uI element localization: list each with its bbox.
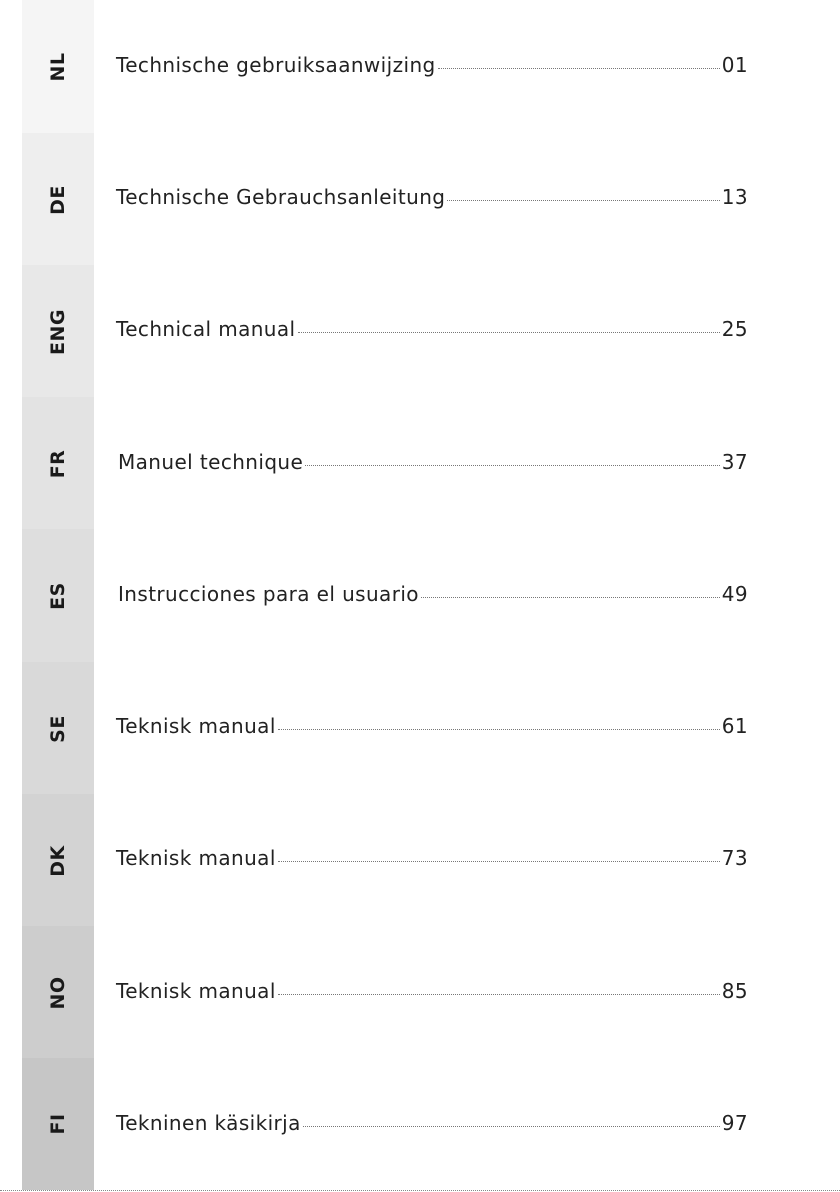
language-tab-se[interactable]: [22, 662, 94, 795]
dot-leader: [421, 597, 720, 598]
language-code: FR: [47, 449, 69, 478]
dot-leader: [278, 729, 720, 730]
dot-leader: [447, 200, 719, 201]
language-code: FI: [47, 1113, 69, 1135]
toc-entry-nl[interactable]: [116, 53, 748, 77]
toc-entry-page: 37: [721, 450, 748, 474]
bottom-divider: [0, 1190, 840, 1191]
dot-leader: [298, 332, 720, 333]
toc-entry-eng[interactable]: [116, 317, 748, 341]
language-tab-dk[interactable]: [22, 794, 94, 927]
language-code: ENG: [47, 308, 69, 355]
language-tab-es[interactable]: [22, 529, 94, 662]
dot-leader: [305, 465, 720, 466]
toc-entry-se[interactable]: [116, 714, 748, 738]
toc-entry-page: 85: [721, 979, 748, 1003]
language-tab-fr[interactable]: [22, 397, 94, 530]
language-code: DK: [47, 844, 69, 877]
toc-entry-dk[interactable]: [116, 846, 748, 870]
toc-entry-de[interactable]: [116, 185, 748, 209]
toc-entry-title: Tekninen käsikirja: [116, 1111, 301, 1135]
dot-leader: [278, 994, 720, 995]
toc-entry-title: Teknisk manual: [116, 979, 276, 1003]
toc-entry-page: 13: [721, 185, 748, 209]
language-code: DE: [47, 184, 69, 215]
dot-leader: [303, 1126, 720, 1127]
toc-entry-page: 61: [721, 714, 748, 738]
toc-entry-title: Teknisk manual: [116, 714, 276, 738]
toc-entry-page: 49: [721, 582, 748, 606]
toc-entry-fr[interactable]: [118, 450, 748, 474]
toc-entry-title: Technische Gebrauchsanleitung: [116, 185, 446, 209]
language-tab-fi[interactable]: [22, 1058, 94, 1190]
language-code: SE: [47, 714, 69, 743]
language-tab-nl[interactable]: [22, 0, 94, 133]
dot-leader: [438, 68, 720, 69]
language-tab-eng[interactable]: [22, 265, 94, 398]
language-code: ES: [47, 581, 69, 610]
toc-entry-page: 01: [721, 53, 748, 77]
language-tab-no[interactable]: [22, 926, 94, 1059]
toc-entry-title: Technische gebruiksaanwijzing: [116, 53, 436, 77]
language-sidebar: [22, 0, 94, 1190]
toc-entry-page: 25: [721, 317, 748, 341]
toc-entry-title: Instrucciones para el usuario: [118, 582, 419, 606]
toc-entry-title: Manuel technique: [118, 450, 304, 474]
toc-entry-es[interactable]: [118, 582, 748, 606]
toc-entry-page: 97: [721, 1111, 748, 1135]
language-code: NO: [47, 975, 69, 1010]
dot-leader: [278, 861, 720, 862]
toc-entry-page: 73: [721, 846, 748, 870]
toc-entry-title: Technical manual: [116, 317, 296, 341]
toc-entry-fi[interactable]: [116, 1111, 748, 1135]
language-tab-de[interactable]: [22, 133, 94, 266]
language-code: NL: [47, 51, 69, 82]
toc-entry-no[interactable]: [116, 979, 748, 1003]
toc-entry-title: Teknisk manual: [116, 846, 276, 870]
